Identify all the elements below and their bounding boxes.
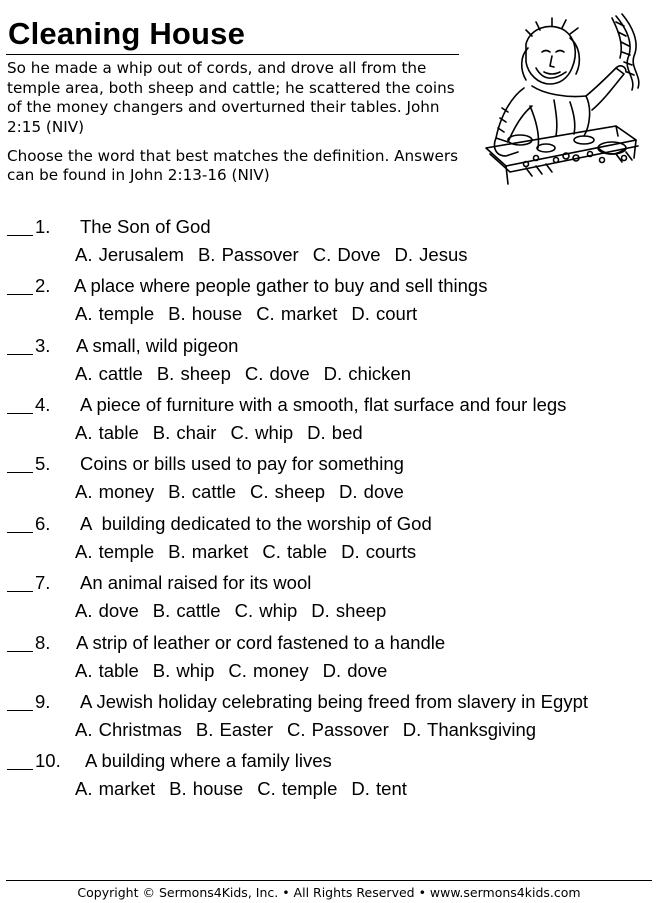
option-d: D. Jesus: [394, 244, 468, 265]
answer-blank[interactable]: [7, 354, 33, 355]
title-divider: [6, 54, 459, 55]
answer-options: [75, 601, 400, 621]
question-number: 10.: [35, 750, 61, 771]
option-d: D. courts: [341, 541, 417, 562]
option-c: C. Passover: [286, 719, 389, 740]
question-number: 2.: [35, 275, 51, 296]
option-a: A. table: [75, 422, 139, 443]
option-b: B. Passover: [197, 244, 299, 265]
answer-blank[interactable]: [7, 413, 33, 414]
option-a: A. table: [75, 660, 139, 681]
option-a: A. Christmas: [75, 719, 182, 740]
question-text: Coins or bills used to pay for something: [80, 453, 404, 474]
answer-options: [75, 364, 425, 384]
option-a: A. temple: [75, 303, 155, 324]
option-b: B. cattle: [152, 600, 221, 621]
question-text: A Jewish holiday celebrating being freed from slavery in Egypt: [80, 691, 588, 712]
verse-text: So he made a whip out of cords, and drove all from the temple area, both sheep and cattle; he scattered the coins of the money changers and overturned their tables. John 2:15 (NIV): [7, 59, 455, 136]
option-b: B. chair: [152, 422, 217, 443]
answer-options: [75, 245, 482, 265]
question-number: 3.: [35, 335, 51, 356]
answer-options: [75, 720, 550, 740]
option-b: B. house: [169, 778, 244, 799]
question-number: 6.: [35, 513, 51, 534]
option-b: B. Easter: [195, 719, 273, 740]
option-d: D. sheep: [311, 600, 387, 621]
answer-options: [75, 661, 401, 681]
question-text: A strip of leather or cord fastened to a handle: [76, 632, 446, 653]
option-c: C. whip: [230, 422, 294, 443]
option-a: A. money: [75, 481, 155, 502]
option-c: C. temple: [257, 778, 338, 799]
question-text: A small, wild pigeon: [76, 335, 239, 356]
copyright-footer: Copyright © Sermons4Kids, Inc. • All Rights Reserved • www.sermons4kids.com: [77, 885, 581, 900]
option-c: C. money: [228, 660, 309, 681]
option-d: D. dove: [322, 660, 388, 681]
footer-divider: [6, 880, 652, 881]
question-number: 4.: [35, 394, 51, 415]
option-d: D. tent: [351, 778, 407, 799]
answer-blank[interactable]: [7, 294, 33, 295]
option-a: A. temple: [75, 541, 155, 562]
option-c: C. market: [256, 303, 338, 324]
option-c: C. sheep: [250, 481, 326, 502]
question-number: 7.: [35, 572, 51, 593]
question-text: A place where people gather to buy and sell things: [74, 275, 488, 296]
option-b: B. whip: [152, 660, 215, 681]
option-b: B. house: [168, 303, 243, 324]
answer-blank[interactable]: [7, 472, 33, 473]
option-b: B. cattle: [168, 481, 236, 502]
option-c: C. whip: [234, 600, 298, 621]
answer-blank[interactable]: [7, 651, 33, 652]
question-text: The Son of God: [80, 216, 211, 237]
option-d: D. bed: [307, 422, 363, 443]
answer-options: [75, 542, 430, 562]
instructions-text: Choose the word that best matches the definition. Answers can be found in John 2:13-16 (NIV): [7, 147, 459, 184]
option-c: C. table: [262, 541, 328, 562]
jesus-with-whip-overturning-tables-icon: [466, 8, 656, 188]
question-number: 1.: [35, 216, 51, 237]
question-text: An animal raised for its wool: [80, 572, 312, 593]
question-text: A building dedicated to the worship of God: [80, 513, 432, 534]
answer-blank[interactable]: [7, 769, 33, 770]
answer-blank[interactable]: [7, 532, 33, 533]
option-d: D. Thanksgiving: [402, 719, 537, 740]
question-number: 8.: [35, 632, 51, 653]
question-number: 5.: [35, 453, 51, 474]
answer-blank[interactable]: [7, 710, 33, 711]
option-d: D. dove: [339, 481, 404, 502]
page-title: Cleaning House: [8, 16, 246, 51]
option-a: A. market: [75, 778, 156, 799]
option-c: C. dove: [244, 363, 310, 384]
answer-options: [75, 423, 377, 443]
answer-blank[interactable]: [7, 235, 33, 236]
answer-blank[interactable]: [7, 591, 33, 592]
option-a: A. dove: [75, 600, 139, 621]
answer-options: [75, 304, 431, 324]
option-d: D. court: [351, 303, 418, 324]
option-b: B. market: [168, 541, 249, 562]
option-d: D. chicken: [323, 363, 412, 384]
question-number: 9.: [35, 691, 51, 712]
answer-options: [75, 779, 421, 799]
answer-options: [75, 482, 418, 502]
option-a: A. Jerusalem: [75, 244, 184, 265]
option-b: B. sheep: [156, 363, 231, 384]
question-text: A building where a family lives: [85, 750, 332, 771]
option-a: A. cattle: [75, 363, 143, 384]
option-c: C. Dove: [312, 244, 381, 265]
question-text: A piece of furniture with a smooth, flat surface and four legs: [80, 394, 567, 415]
